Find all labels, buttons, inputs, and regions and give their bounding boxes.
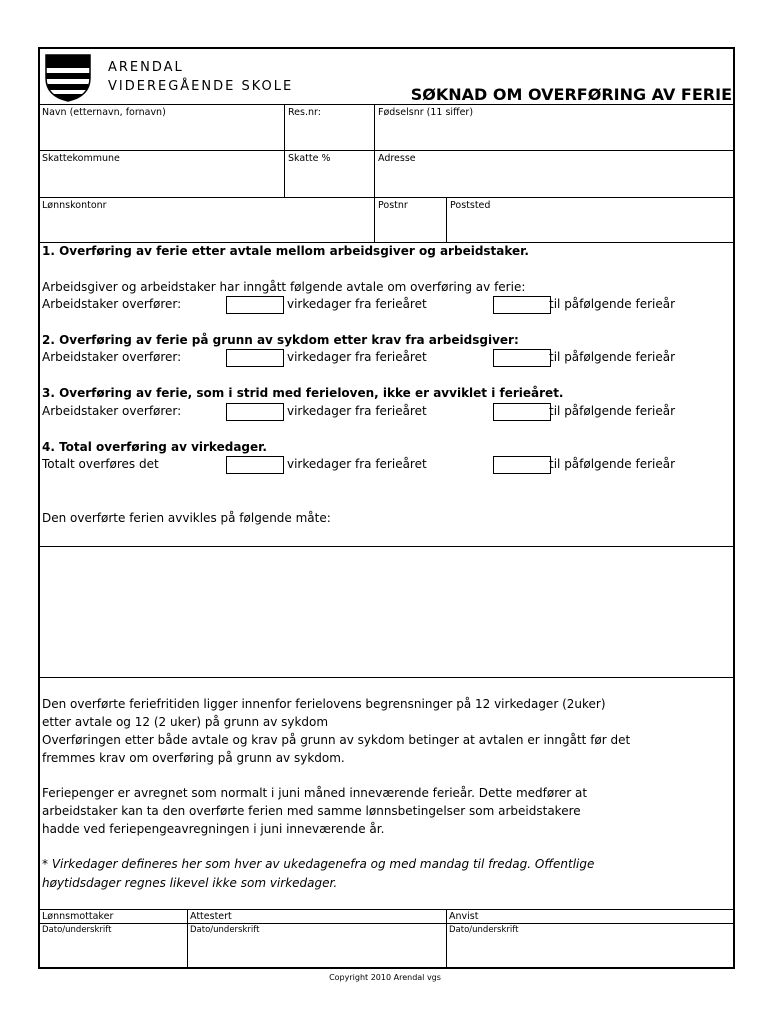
shield-logo-icon: [45, 54, 91, 102]
note-line2: høytidsdager regnes likevel ikke som virkedager.: [42, 876, 338, 890]
municipality-label: Skattekommune: [42, 153, 120, 164]
signature-col1-sub: Dato/underskrift: [42, 925, 112, 935]
section2-days-input[interactable]: [226, 349, 284, 367]
divider: [374, 104, 375, 242]
section3-row-label: Arbeidstaker overfører:: [42, 404, 182, 418]
section1-row-label: Arbeidstaker overfører:: [42, 297, 182, 311]
resnr-field[interactable]: [286, 119, 373, 149]
section4-year-input[interactable]: [493, 456, 551, 474]
settlement-text: Den overførte ferien avvikles på følgende måte:: [42, 511, 331, 525]
divider: [446, 909, 447, 968]
attested-signature-field[interactable]: [189, 936, 445, 967]
poststed-field[interactable]: [448, 212, 734, 241]
divider: [187, 909, 188, 968]
section1-mid-text: virkedager fra ferieåret: [287, 297, 427, 311]
salary-account-label: Lønnskontonr: [42, 200, 107, 211]
signature-col3-sub: Dato/underskrift: [449, 925, 519, 935]
postnr-label: Postnr: [378, 200, 408, 211]
name-label: Navn (etternavn, fornavn): [42, 107, 166, 118]
municipality-field[interactable]: [40, 165, 283, 196]
divider: [39, 909, 735, 910]
tax-percent-label: Skatte %: [288, 153, 331, 164]
divider: [39, 150, 735, 151]
section3-heading: 3. Overføring av ferie, som i strid med ferieloven, ikke er avviklet i ferieåret.: [42, 386, 564, 400]
info-p2-line1: Feriepenger er avregnet som normalt i juni måned inneværende ferieår. Dette medfører at: [42, 786, 588, 800]
section2-year-input[interactable]: [493, 349, 551, 367]
section1-year-input[interactable]: [493, 296, 551, 314]
section1-intro: Arbeidsgiver og arbeidstaker har inngått følgende avtale om overføring av ferie:: [42, 280, 526, 294]
section4-mid-text: virkedager fra ferieåret: [287, 457, 427, 471]
section1-end-text: til påfølgende ferieår: [549, 297, 676, 311]
address-field[interactable]: [376, 165, 734, 196]
signature-col1-label: Lønnsmottaker: [42, 911, 114, 922]
section4-heading: 4. Total overføring av virkedager.: [42, 440, 267, 454]
divider: [284, 104, 285, 197]
section3-mid-text: virkedager fra ferieåret: [287, 404, 427, 418]
section4-row-label: Totalt overføres det: [42, 457, 159, 471]
employee-signature-field[interactable]: [40, 936, 186, 967]
divider: [39, 923, 735, 924]
address-label: Adresse: [378, 153, 416, 164]
section3-year-input[interactable]: [493, 403, 551, 421]
section2-mid-text: virkedager fra ferieåret: [287, 350, 427, 364]
info-p1-line2: etter avtale og 12 (2 uker) på grunn av sykdom: [42, 715, 329, 729]
info-p2-line2: arbeidstaker kan ta den overførte ferien med samme lønnsbetingelser som arbeidstakere: [42, 804, 581, 818]
signature-col2-label: Attestert: [190, 911, 232, 922]
divider: [39, 242, 735, 243]
birth-number-label: Fødselsnr (11 siffer): [378, 107, 474, 118]
resnr-label: Res.nr:: [288, 107, 321, 118]
signature-col2-sub: Dato/underskrift: [190, 925, 260, 935]
section4-days-input[interactable]: [226, 456, 284, 474]
name-field[interactable]: [40, 119, 283, 149]
school-name-line1: ARENDAL: [108, 60, 184, 75]
divider: [39, 677, 735, 678]
settlement-description-area[interactable]: [40, 548, 734, 676]
section1-days-input[interactable]: [226, 296, 284, 314]
section2-row-label: Arbeidstaker overfører:: [42, 350, 182, 364]
birth-number-field[interactable]: [376, 119, 734, 149]
info-p2-line3: hadde ved feriepengeavregningen i juni inneværende år.: [42, 822, 385, 836]
salary-account-field[interactable]: [40, 212, 373, 241]
divider: [39, 546, 735, 547]
postnr-field[interactable]: [376, 212, 445, 241]
section4-end-text: til påfølgende ferieår: [549, 457, 676, 471]
section3-end-text: til påfølgende ferieår: [549, 404, 676, 418]
note-line1: * Virkedager defineres her som hver av ukedagenefra og med mandag til fredag. Offentlige: [42, 857, 595, 871]
poststed-label: Poststed: [450, 200, 491, 211]
school-name-line2: VIDEREGÅENDE SKOLE: [108, 79, 294, 94]
signature-col3-label: Anvist: [449, 911, 479, 922]
section3-days-input[interactable]: [226, 403, 284, 421]
divider: [39, 197, 735, 198]
info-p1-line1: Den overførte feriefritiden ligger innenfor ferielovens begrensninger på 12 virkedager (2uker): [42, 697, 606, 711]
tax-percent-field[interactable]: [286, 165, 373, 196]
copyright-footer: Copyright 2010 Arendal vgs: [329, 973, 441, 982]
divider: [446, 197, 447, 242]
info-p1-line4: fremmes krav om overføring på grunn av sykdom.: [42, 751, 345, 765]
section2-heading: 2. Overføring av ferie på grunn av sykdom etter krav fra arbeidsgiver:: [42, 333, 519, 347]
section1-heading: 1. Overføring av ferie etter avtale mellom arbeidsgiver og arbeidstaker.: [42, 244, 529, 258]
form-title: SØKNAD OM OVERFØRING AV FERIE: [410, 85, 732, 104]
section2-end-text: til påfølgende ferieår: [549, 350, 676, 364]
info-p1-line3: Overføringen etter både avtale og krav på grunn av sykdom betinger at avtalen er inngått før det: [42, 733, 631, 747]
divider: [39, 104, 735, 105]
approved-signature-field[interactable]: [448, 936, 734, 967]
